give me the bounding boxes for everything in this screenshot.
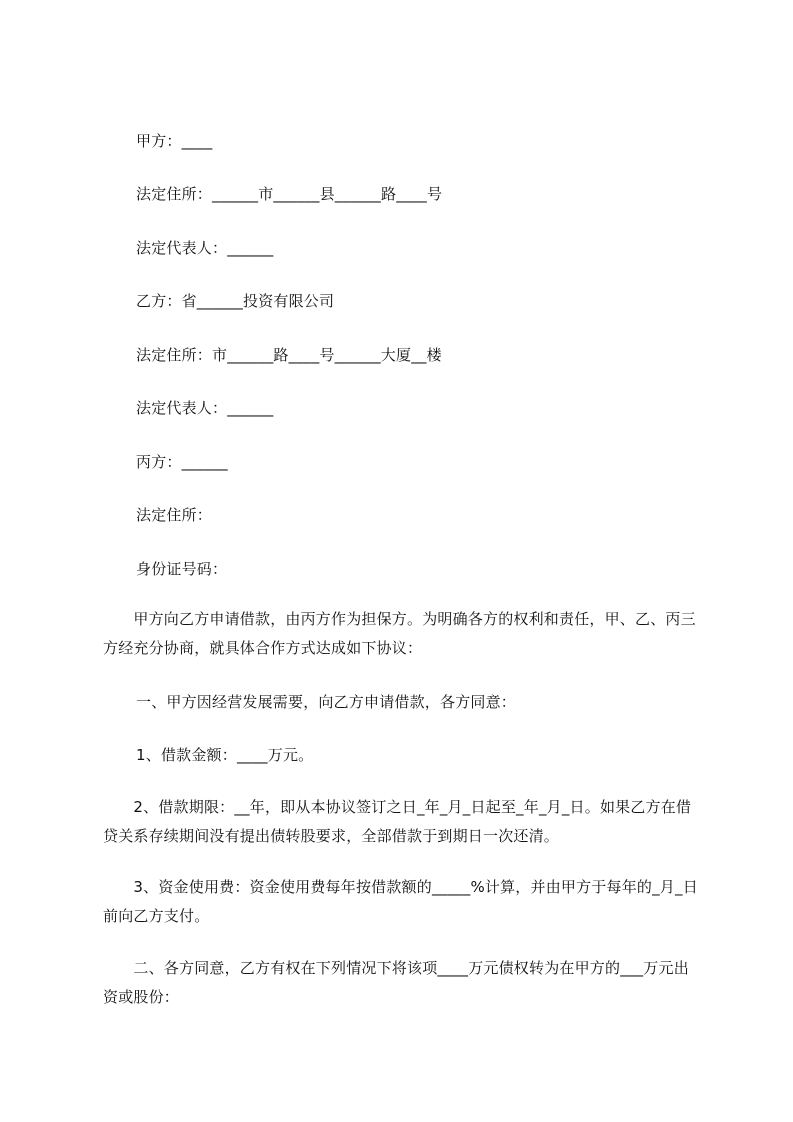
intro-paragraph (103, 605, 703, 663)
party-a-representative-line: 法定代表人：______ (136, 239, 274, 257)
party-c-line: 丙方：______ (136, 453, 228, 471)
clause-2-paragraph (103, 954, 703, 1012)
clause-1-item-3-text: 3、资金使用费：资金使用费每年按借款额的_____%计算，并由甲方于每年的_月_日前向乙方支付。 (103, 878, 698, 925)
party-a-address-line: 法定住所：______市______县______路____号 (136, 185, 443, 203)
clause-1-item-1: 1、借款金额：____万元。 (136, 746, 314, 764)
party-c-id-line: 身份证号码： (136, 560, 228, 578)
party-b-representative-line: 法定代表人：______ (136, 399, 274, 417)
party-b-address-line: 法定住所：市______路____号______大厦__楼 (136, 346, 442, 364)
clause-1-item-2-text: 2、借款期限：__年，即从本协议签订之日_年_月_日起至_年_月_日。如果乙方在借贷关系存续期间没有提出债转股要求，全部借款于到期日一次还清。 (103, 798, 692, 845)
clause-1-item-3 (103, 873, 703, 931)
clause-1-item-2 (103, 793, 703, 851)
party-c-address-line: 法定住所： (136, 506, 213, 524)
intro-text: 甲方向乙方申请借款，由丙方作为担保方。为明确各方的权利和责任，甲、乙、丙三方经充分协商，就具体合作方式达成如下协议： (103, 610, 696, 657)
party-b-line: 乙方：省______投资有限公司 (136, 292, 335, 310)
clause-1-heading: 一、甲方因经营发展需要，向乙方申请借款，各方同意： (136, 693, 517, 711)
clause-2-text: 二、各方同意，乙方有权在下列情况下将该项____万元债权转为在甲方的___万元出资或股份： (103, 959, 689, 1006)
party-a-line: 甲方：____ (136, 132, 213, 150)
